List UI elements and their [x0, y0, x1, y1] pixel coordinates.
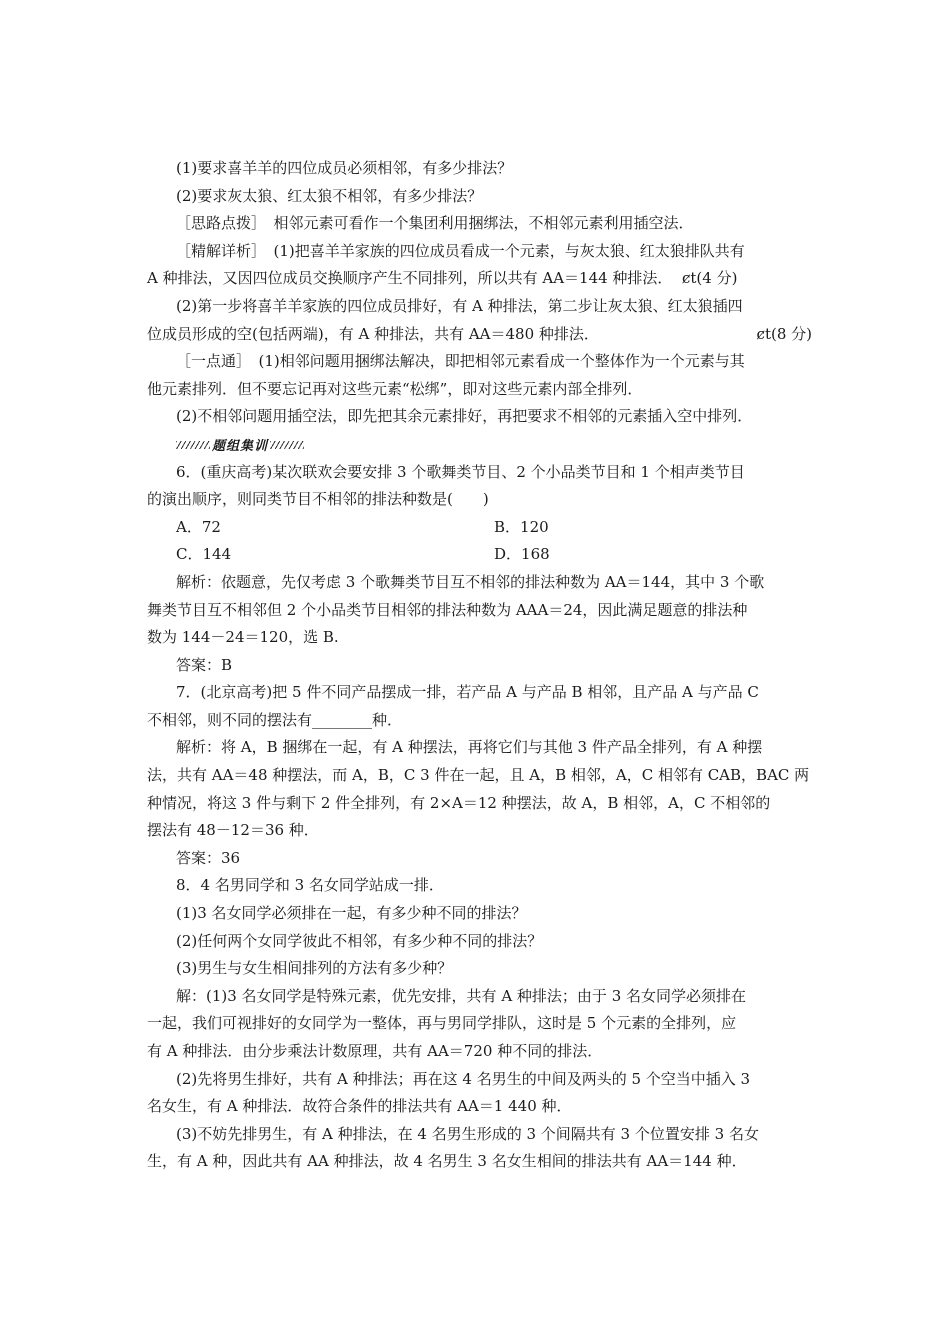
- problem-7-analysis-1: 解析：将 A，B 捆绑在一起，有 A 种摆法，再将它们与其他 3 件产品全排列，有 A 种摆: [176, 738, 763, 757]
- problem-6-answer: 答案：B: [176, 655, 233, 674]
- solution-line-4: [147, 321, 812, 349]
- section-title: 题组集训: [212, 439, 269, 455]
- problem-6-analysis-3: 数为 144－24＝120，选 B.: [147, 628, 339, 647]
- solution-line-1: ［精解详析］ (1)把喜羊羊家族的四位成员看成一个元素，与灰太狼、红太狼排队共有: [176, 241, 745, 260]
- hint-paragraph: ［思路点拨］ 相邻元素可看作一个集团利用捆绑法，不相邻元素利用插空法．: [176, 214, 694, 233]
- problem-8-solution-6: (3)不妨先排男生，有 A 种排法，在 4 名男生形成的 3 个间隔共有 3 个位置安排 3 名女: [176, 1124, 759, 1143]
- score-mark: ȼt(8 分): [756, 324, 812, 343]
- problem-8-part-2: (2)任何两个女同学彼此不相邻，有多少种不同的排法？: [176, 931, 543, 950]
- option-b: B．120: [494, 517, 549, 536]
- options-row-1: [147, 514, 812, 542]
- solution-line-3: (2)第一步将喜羊羊家族的四位成员排好，有 A 种排法，第二步让灰太狼、红太狼插四: [176, 296, 743, 315]
- problem-7-analysis-2: 法，共有 AA＝48 种摆法，而 A，B，C 3 件在一起，且 A，B 相邻，A，C 相邻有 CAB，BAC 两: [147, 766, 810, 785]
- option-c: C．144: [176, 545, 232, 564]
- problem-7-analysis-3: 种情况，将这 3 件与剩下 2 件全排列，有 2×A＝12 种摆法，故 A，B 相邻，A，C 不相邻的: [147, 793, 771, 812]
- problem-6-analysis-1: 解析：依题意，先仅考虑 3 个歌舞类节目互不相邻的排法种数为 AA＝144，其中 3 个歌: [176, 572, 765, 591]
- options-row-2: [147, 541, 812, 569]
- problem-7-line-2: 不相邻，则不同的摆法有________种．: [147, 710, 403, 729]
- problem-8-stem: 8．4 名男同学和 3 名女同学站成一排．: [176, 876, 444, 895]
- option-a: A．72: [176, 517, 221, 536]
- problem-8-solution-1: 解：(1)3 名女同学是特殊元素，优先安排，共有 A 种排法；由于 3 名女同学必须排在: [176, 986, 747, 1005]
- problem-8-part-1: (1)3 名女同学必须排在一起，有多少种不同的排法？: [176, 904, 527, 923]
- solution-line-2: A 种排法，又因四位成员交换顺序产生不同排列，所以共有 AA＝144 种排法． ȼt(4 分): [147, 269, 738, 288]
- solution-line-4-text: 位成员形成的空(包括两端)，有 A 种排法，共有 AA＝480 种排法．: [147, 324, 599, 343]
- section-banner: [147, 431, 812, 459]
- problem-8-solution-5: 名女生，有 A 种排法．故符合条件的排法共有 AA＝1 440 种．: [147, 1097, 572, 1116]
- problem-8-solution-7: 生，有 A 种，因此共有 AA 种排法，故 4 名男生 3 名女生相间的排法共有 AA＝144 种．: [147, 1152, 747, 1171]
- question-2: (2)要求灰太狼、红太狼不相邻，有多少排法？: [176, 186, 483, 205]
- problem-8-part-3: (3)男生与女生相间排列的方法有多少种？: [176, 959, 453, 978]
- document-body: [147, 155, 812, 1176]
- option-d: D．168: [494, 545, 550, 564]
- problem-7-line-1: 7．(北京高考)把 5 件不同产品摆成一排，若产品 A 与产品 B 相邻，且产品 A 与产品 C: [176, 683, 759, 702]
- problem-6-line-2: 的演出顺序，则同类节目不相邻的排法种数是( ): [147, 490, 489, 509]
- hatch-decoration-left: [176, 441, 210, 449]
- problem-6-line-1: 6．(重庆高考)某次联欢会要安排 3 个歌舞类节目、2 个小品类节目和 1 个相声类节目: [176, 462, 745, 481]
- problem-7-answer: 答案：36: [176, 848, 241, 867]
- tip-line-1: ［一点通］ (1)相邻问题用捆绑法解决，即把相邻元素看成一个整体作为一个元素与其: [176, 352, 745, 371]
- problem-7-analysis-4: 摆法有 48－12＝36 种．: [147, 821, 319, 840]
- problem-6-analysis-2: 舞类节目互不相邻但 2 个小品类节目相邻的排法种数为 AAA＝24，因此满足题意的排法种: [147, 600, 748, 619]
- problem-8-solution-4: (2)先将男生排好，共有 A 种排法；再在这 4 名男生的中间及两头的 5 个空当中插入 3: [176, 1069, 751, 1088]
- tip-line-2: 他元素排列．但不要忘记再对这些元素“松绑”，即对这些元素内部全排列．: [147, 379, 643, 398]
- tip-line-3: (2)不相邻问题用插空法，即先把其余元素排好，再把要求不相邻的元素插入空中排列．: [176, 407, 753, 426]
- hatch-decoration-right: [270, 441, 304, 449]
- problem-8-solution-3: 有 A 种排法．由分步乘法计数原理，共有 AA＝720 种不同的排法．: [147, 1042, 603, 1060]
- problem-8-solution-2: 一起，我们可视排好的女同学为一整体，再与男同学排队，这时是 5 个元素的全排列，应: [147, 1014, 737, 1033]
- question-1: (1)要求喜羊羊的四位成员必须相邻，有多少排法？: [176, 159, 513, 177]
